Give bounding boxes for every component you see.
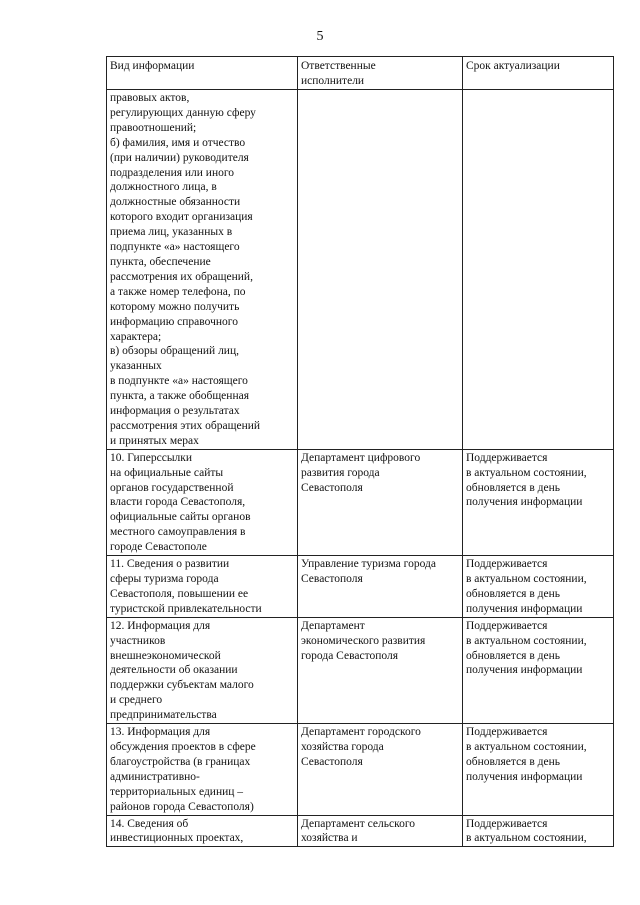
table-header-row	[107, 57, 614, 90]
cell-info: 10. Гиперссылки на официальные сайты органов государственной власти города Севастополя, официальные сайты органов местного самоуправления в городе Севастополе	[107, 449, 298, 555]
cell-term: Поддерживается в актуальном состоянии, обновляется в день получения информации	[463, 449, 614, 555]
cell-responsible: Департамент цифрового развития города Севастополя	[298, 449, 463, 555]
table-row	[107, 90, 614, 450]
table-row	[107, 617, 614, 723]
cell-info: правовых актов, регулирующих данную сферу правоотношений; б) фамилия, имя и отчество (при наличии) руководителя подразделения или иного должностного лица, в должностные обязанности которого входит организация приема лиц, указанных в подпункте «а» настоящего пункта, обеспечение рассмотрения их обращений, а также номер телефона, по которому можно получить информацию справочного характера; в) обзоры обращений лиц, указанных в подпункте «а» настоящего пункта, а также обобщенная информация о результатах рассмотрения этих обращений и принятых мерах	[107, 90, 298, 450]
table-row	[107, 724, 614, 815]
header-responsible: Ответственные исполнители	[298, 57, 463, 90]
header-info-type: Вид информации	[107, 57, 298, 90]
cell-responsible: Департамент сельского хозяйства и	[298, 815, 463, 847]
cell-responsible: Департамент экономического развития города Севастополя	[298, 617, 463, 723]
header-update-term: Срок актуализации	[463, 57, 614, 90]
page-number: 5	[316, 29, 324, 44]
cell-term: Поддерживается в актуальном состоянии, обновляется в день получения информации	[463, 617, 614, 723]
table-row	[107, 815, 614, 847]
cell-info: 14. Сведения об инвестиционных проектах,	[107, 815, 298, 847]
information-table	[106, 56, 614, 847]
cell-info: 11. Сведения о развитии сферы туризма города Севастополя, повышении ее туристской привлекательности	[107, 556, 298, 618]
cell-term: Поддерживается в актуальном состоянии, обновляется в день получения информации	[463, 556, 614, 618]
cell-info: 13. Информация для обсуждения проектов в сфере благоустройства (в границах административно- территориальных единиц – районов города Севастополя)	[107, 724, 298, 815]
cell-responsible: Департамент городского хозяйства города Севастополя	[298, 724, 463, 815]
cell-term	[463, 90, 614, 450]
cell-responsible	[298, 90, 463, 450]
cell-responsible: Управление туризма города Севастополя	[298, 556, 463, 618]
cell-term: Поддерживается в актуальном состоянии,	[463, 815, 614, 847]
table-row	[107, 449, 614, 555]
cell-info: 12. Информация для участников внешнеэкономической деятельности об оказании поддержки субъектам малого и среднего предпринимательства	[107, 617, 298, 723]
cell-term: Поддерживается в актуальном состоянии, обновляется в день получения информации	[463, 724, 614, 815]
table-row	[107, 556, 614, 618]
